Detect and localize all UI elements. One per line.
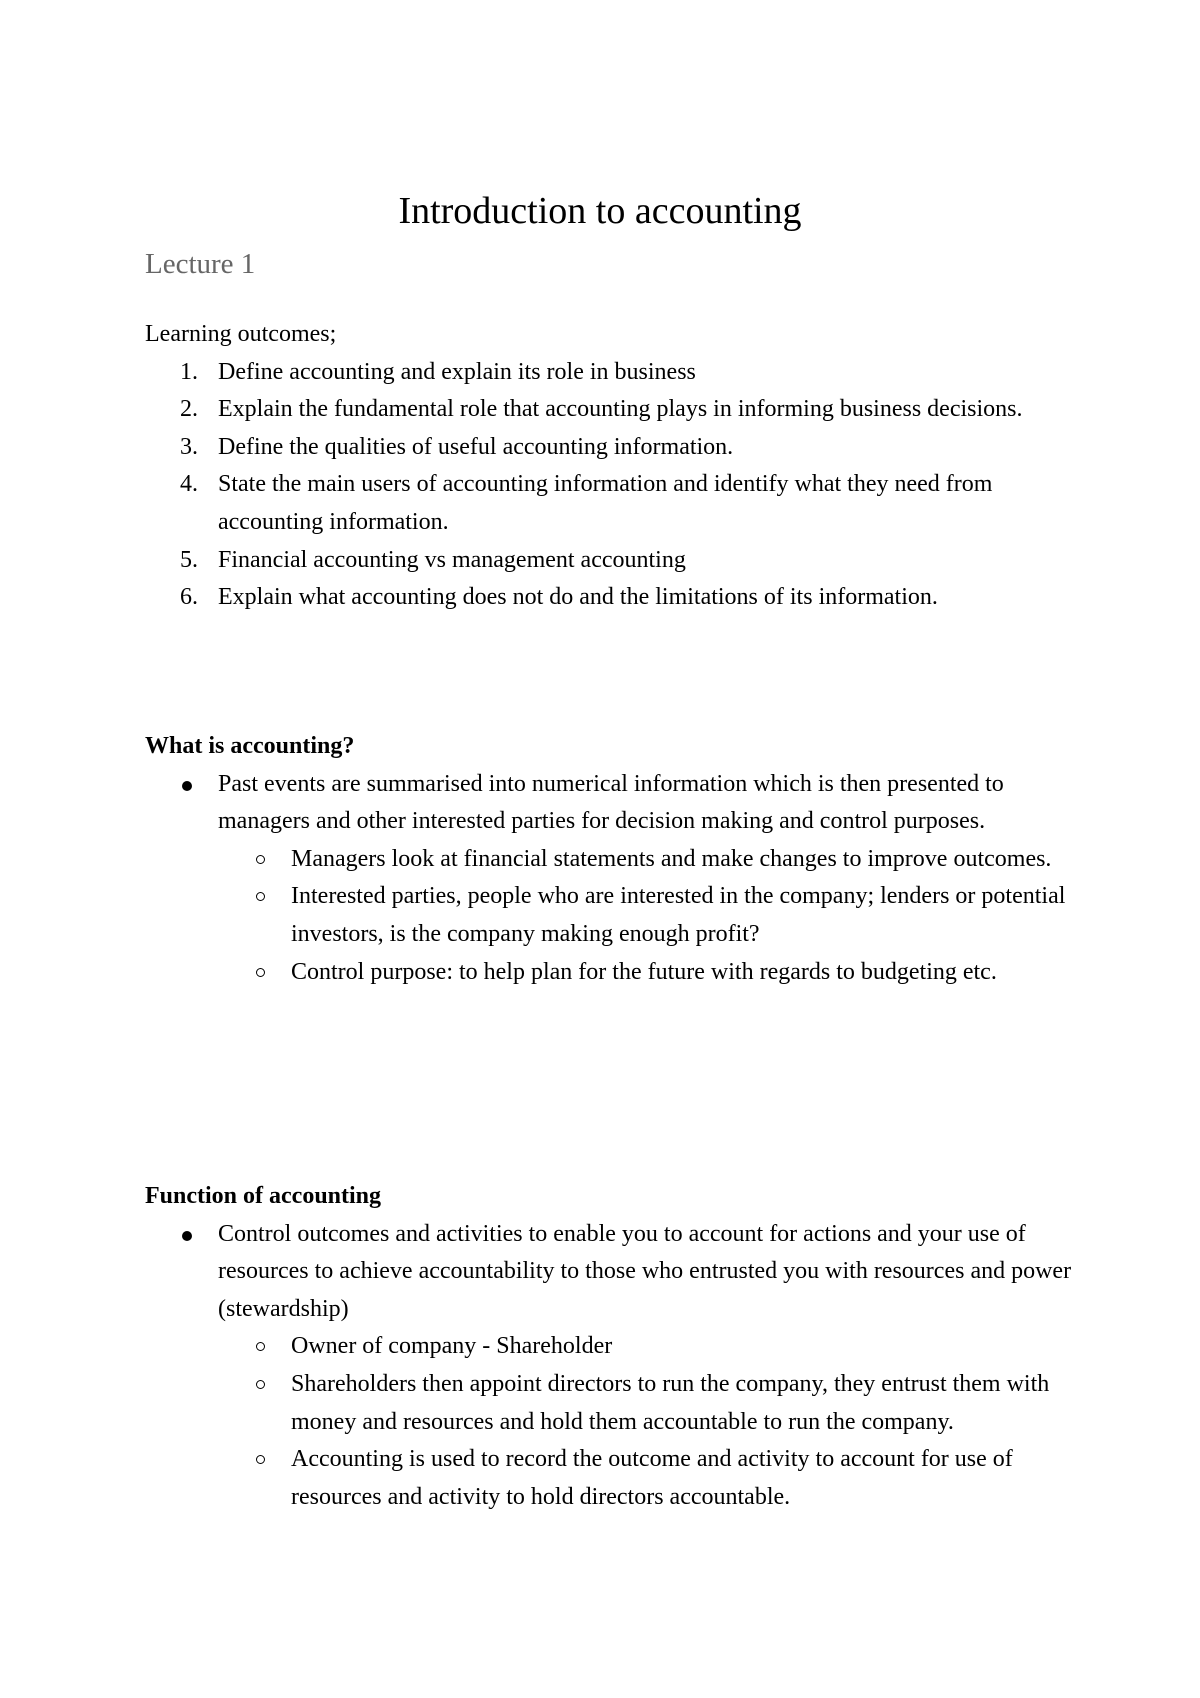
list-item-text: Interested parties, people who are interested in the company; lenders or potential investors, is the company making enough profit?	[291, 883, 1066, 947]
list-number: 2.	[180, 396, 198, 423]
list-item-text: Control outcomes and activities to enable you to account for actions and your use of resources to achieve accountability to those who entrusted you with resources and power (stewardship)	[218, 1220, 1072, 1322]
list-item	[218, 1328, 1075, 1366]
list-item	[218, 1441, 1075, 1516]
list-item-text: Explain what accounting does not do and the limitations of its information.	[218, 584, 938, 611]
hollow-bullet-icon	[256, 855, 265, 864]
list-item-text: State the main users of accounting information and identify what they need from accounting information.	[218, 471, 993, 535]
list-item	[145, 1216, 1075, 1517]
list-number: 5.	[180, 546, 198, 573]
hollow-bullet-icon	[256, 1342, 265, 1351]
list-item	[145, 391, 1075, 429]
page-title: Introduction to accounting	[398, 190, 802, 232]
hollow-bullet-icon	[256, 1455, 265, 1464]
hollow-bullet-icon	[256, 1380, 265, 1389]
function-of-accounting-heading: Function of accounting	[145, 1183, 382, 1209]
list-item	[218, 841, 1075, 879]
list-item-text: Define the qualities of useful accounting information.	[218, 433, 734, 460]
hollow-bullet-icon	[256, 892, 265, 901]
list-item-text: Define accounting and explain its role in business	[218, 358, 696, 385]
bullet-list	[145, 1216, 1075, 1517]
what-is-accounting-section	[145, 728, 1075, 991]
learning-outcomes-list	[145, 354, 1075, 617]
sub-bullet-list	[218, 841, 1075, 991]
list-item-text: Explain the fundamental role that accounting plays in informing business decisions.	[218, 396, 1023, 423]
hollow-bullet-icon	[256, 968, 265, 977]
list-item	[218, 1366, 1075, 1441]
list-item-text: Managers look at financial statements and make changes to improve outcomes.	[291, 845, 1052, 872]
page-subtitle: Lecture 1	[145, 248, 256, 280]
list-item	[218, 954, 1075, 992]
list-item	[145, 766, 1075, 992]
bullet-icon	[182, 1231, 192, 1241]
list-item	[145, 542, 1075, 580]
list-number: 6.	[180, 584, 198, 611]
learning-outcomes-section	[145, 316, 1075, 617]
list-number: 3.	[180, 433, 198, 460]
what-is-accounting-heading: What is accounting?	[145, 733, 355, 759]
bullet-icon	[182, 781, 192, 791]
list-number: 4.	[180, 471, 198, 498]
list-item	[145, 466, 1075, 541]
list-item-text: Owner of company - Shareholder	[291, 1333, 613, 1360]
list-item-text: Past events are summarised into numerical information which is then presented to managers and other interested parties for decision making and control purposes.	[218, 770, 1004, 835]
list-item	[145, 579, 1075, 617]
list-item	[145, 354, 1075, 392]
list-item-text: Accounting is used to record the outcome and activity to account for use of resources and activity to hold directors accountable.	[291, 1446, 1013, 1510]
list-item-text: Shareholders then appoint directors to run the company, they entrust them with money and resources and hold them accountable to run the company.	[291, 1370, 1050, 1435]
list-item	[218, 878, 1075, 953]
list-number: 1.	[180, 358, 198, 385]
list-item-text: Control purpose: to help plan for the future with regards to budgeting etc.	[291, 958, 997, 985]
function-of-accounting-section	[145, 1178, 1075, 1516]
learning-outcomes-heading: Learning outcomes;	[145, 321, 337, 347]
sub-bullet-list	[218, 1328, 1075, 1516]
list-item	[145, 429, 1075, 467]
bullet-list	[145, 766, 1075, 992]
list-item-text: Financial accounting vs management accounting	[218, 546, 686, 573]
